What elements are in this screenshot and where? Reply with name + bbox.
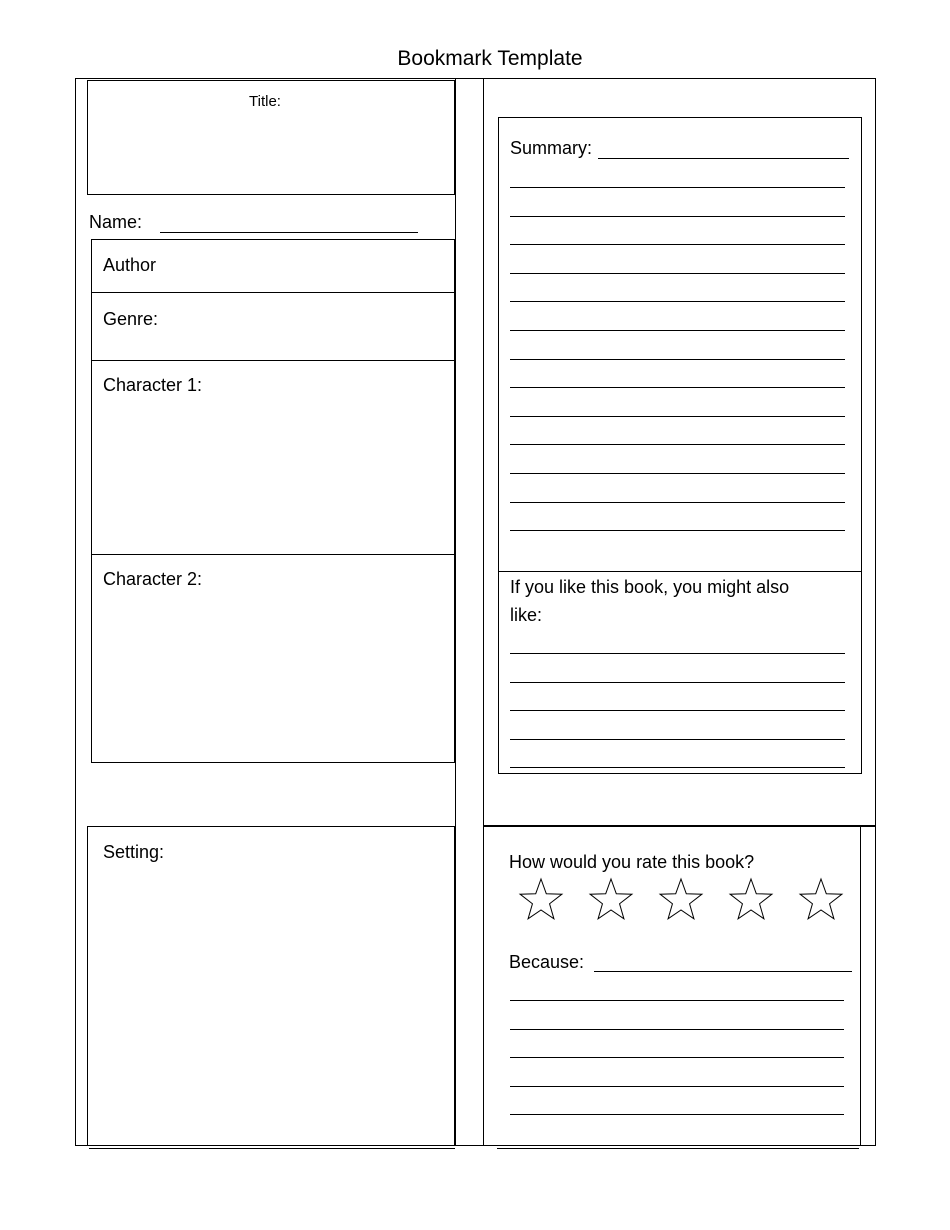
rating-bottom-rule [497,1148,859,1149]
summary-line [510,244,845,245]
because-line [510,1114,844,1115]
author-cell [91,239,455,293]
setting-box [87,826,455,1146]
summary-line [510,416,845,417]
character2-label: Character 2: [103,569,203,589]
title-box [87,80,455,195]
also-like-line [510,653,845,654]
name-label: Name: [89,212,143,232]
summary-line [510,473,845,474]
also-like-line1: If you like this book, you might also [510,577,790,597]
character1-label: Character 1: [103,375,203,395]
character1-cell [91,360,455,555]
star-icon [728,876,774,922]
left-frame-divider [455,78,456,1146]
summary-line [510,444,845,445]
because-label-line [594,971,852,972]
summary-line [510,359,845,360]
because-line [510,1029,844,1030]
summary-line [510,187,845,188]
because-line [510,1000,844,1001]
summary-label-line [598,158,849,159]
genre-cell [91,292,455,361]
also-like-line [510,710,845,711]
also-like-line [510,682,845,683]
character2-cell [91,554,455,763]
author-label: Author [103,255,157,275]
because-line [510,1086,844,1087]
summary-line [510,273,845,274]
because-label: Because: [509,952,585,972]
genre-label: Genre: [103,309,159,329]
setting-bottom-rule [89,1148,455,1149]
star-icon [658,876,704,922]
page-title: Bookmark Template [397,47,583,70]
summary-line [510,502,845,503]
summary-label: Summary: [510,138,593,158]
summary-line [510,530,845,531]
also-like-box [498,571,862,774]
summary-line [510,301,845,302]
star-icon [588,876,634,922]
rate-question: How would you rate this book? [509,852,755,872]
also-like-line [510,767,845,768]
star-icon [518,876,564,922]
also-like-line2: like: [510,605,543,625]
star-icon [798,876,844,922]
summary-line [510,330,845,331]
setting-label: Setting: [103,842,165,862]
right-frame-divider [860,826,861,1146]
name-line [160,232,418,233]
also-like-line [510,739,845,740]
summary-box [498,117,862,572]
summary-line [510,387,845,388]
because-line [510,1057,844,1058]
summary-line [510,216,845,217]
title-label: Title: [249,93,281,110]
